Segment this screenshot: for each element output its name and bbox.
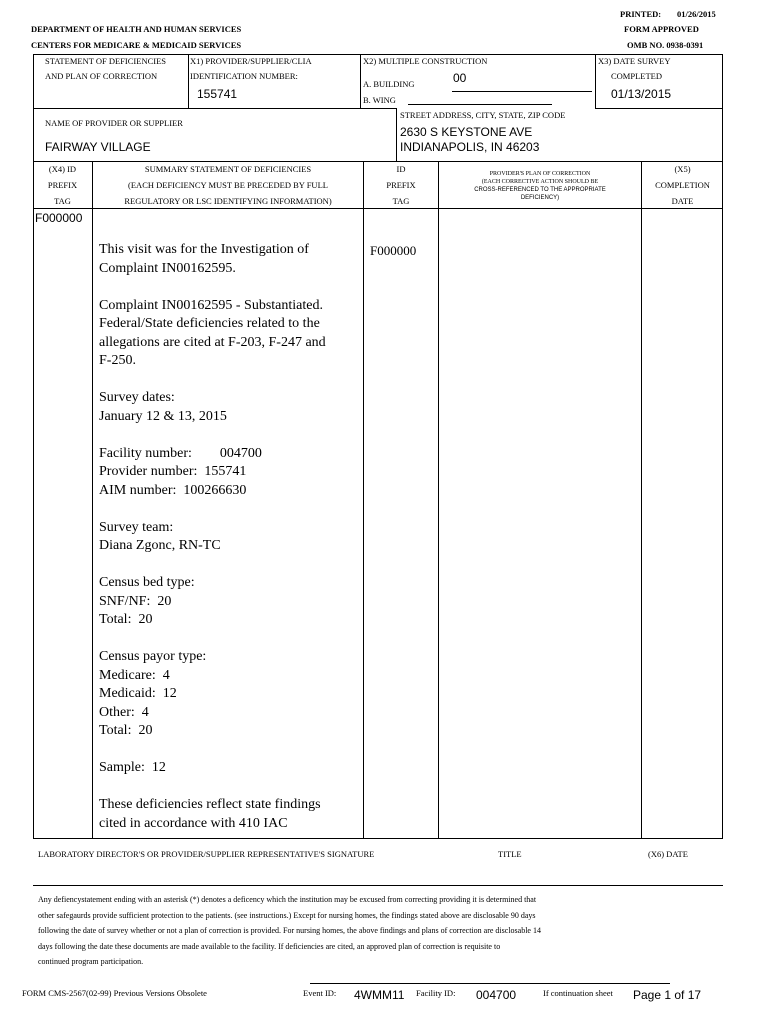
x1-label-2: IDENTIFICATION NUMBER: [190,71,298,81]
event-id-label: Event ID: [303,988,337,998]
provider-name-label: NAME OF PROVIDER OR SUPPLIER [45,118,183,128]
summary-line: Census payor type: [99,649,207,664]
summary-line: Survey team: [99,519,174,535]
signature-date-label: (X6) DATE [648,849,688,859]
summary-line: Complaint IN00162595 - Substantiated. [99,297,323,313]
summary-header-1: SUMMARY STATEMENT OF DEFICIENCIES [144,164,312,174]
x3-label-2: COMPLETED [611,71,662,81]
summary-paragraph [99,759,361,778]
summary-header-3: REGULATORY OR LSC IDENTIFYING INFORMATION) [124,196,332,206]
plan-header-1: PROVIDER'S PLAN OF CORRECTION [489,171,591,177]
summary-paragraph [99,297,361,371]
disclaimer-line: following the date of survey whether or not a plan of correction is provided. For nursing homes, the above findings and plans of correction are disclosable 14 [38,926,541,935]
x4-header-3: TAG [54,196,71,206]
summary-line: Total: 20 [99,723,153,738]
id-header-3: TAG [392,196,410,206]
summary-line: Medicaid: 12 [99,686,177,701]
id-header-2: PREFIX [386,180,416,190]
summary-line: Other: 4 [99,704,149,720]
provider-id-value: 155741 [197,87,238,101]
wing-label: B. WING [363,95,396,105]
summary-line: Medicare: 4 [99,667,170,683]
facility-id-value: 004700 [476,988,517,1002]
summary-paragraph [99,574,361,630]
printed-label: PRINTED: [620,9,662,19]
facility-id-label: Facility ID: [416,988,456,998]
x5-header-1: (X5) [674,164,691,174]
tag-left: F000000 [35,211,83,225]
summary-line: Diana Zgonc, RN-TC [99,538,221,553]
event-id-value: 4WMM11 [354,988,405,1002]
summary-paragraph [99,519,361,556]
survey-completed-date: 01/13/2015 [611,87,672,101]
disclaimer-line: other safegaurds provide sufficient protection to the patients. (see instructions.) Except for nursing homes, the findings stated above are disclosable 90 days [38,910,536,920]
summary-paragraph [99,796,361,833]
x3-label: X3) DATE SURVEY [598,56,671,66]
x4-header-1: (X4) ID [48,164,77,174]
summary-paragraph [99,445,361,501]
x5-header-3: DATE [671,196,694,206]
printed-date: 01/26/2015 [677,9,716,19]
summary-line: Sample: 12 [99,760,166,775]
summary-line: cited in accordance with 410 IAC [99,815,288,831]
statement-label: STATEMENT OF DEFICIENCIES [45,56,167,66]
summary-line: Survey dates: [99,390,175,405]
centers-name: CENTERS FOR MEDICARE & MEDICAID SERVICES [31,40,242,50]
summary-line: This visit was for the Investigation of [99,242,309,257]
summary-line: Facility number: 004700 [99,445,262,461]
address-label: STREET ADDRESS, CITY, STATE, ZIP CODE [400,110,566,120]
page-number: Page 1 of 17 [633,988,702,1002]
summary-statement [99,241,361,852]
summary-line: Provider number: 155741 [99,464,247,479]
summary-header-2: (EACH DEFICIENCY MUST BE PRECEDED BY FULL [128,180,328,190]
plan-header-2: (EACH CORRECTIVE ACTION SHOULD BE [481,179,599,185]
summary-line: AIM number: 100266630 [99,482,247,498]
provider-name-value: FAIRWAY VILLAGE [45,140,151,154]
summary-line: F-250. [99,353,136,368]
id-header-1: ID [396,164,406,174]
address-line-2: INDIANAPOLIS, IN 46203 [400,140,540,154]
x1-label: X1) PROVIDER/SUPPLIER/CLIA [190,56,312,66]
tag-right: F000000 [370,243,417,258]
disclaimer-line: days following the date these documents are made available to the facility. If deficiencies are cited, an approved plan of correction is requisite to [38,941,501,951]
x4-header-2: PREFIX [47,180,78,190]
summary-line: Census bed type: [99,575,195,590]
signature-label: LABORATORY DIRECTOR'S OR PROVIDER/SUPPLIER REPRESENTATIVE'S SIGNATURE [38,849,375,859]
title-label: TITLE [498,849,522,859]
summary-line: Total: 20 [99,612,153,627]
summary-paragraph [99,389,361,426]
x5-header-2: COMPLETION [655,180,710,190]
department-name: DEPARTMENT OF HEALTH AND HUMAN SERVICES [31,24,242,34]
summary-paragraph [99,648,361,741]
continuation-label: If continuation sheet [543,988,613,998]
plan-header-3: CROSS-REFERENCED TO THE APPROPRIATE [474,187,606,193]
form-approved: FORM APPROVED [624,24,699,34]
form-number: FORM CMS-2567(02-99) Previous Versions Obsolete [22,988,207,998]
disclaimer-line: Any defiencystatement ending with an asterisk (*) denotes a deficency which the institution may be excused from correcting providing it is determined that [38,895,537,904]
building-label: A. BUILDING [363,79,415,89]
summary-line: January 12 & 13, 2015 [99,408,227,424]
disclaimer-text [38,892,718,970]
plan-label: AND PLAN OF CORRECTION [45,71,158,81]
summary-line: These deficiencies reflect state findings [99,797,321,812]
plan-header-4: DEFICIENCY) [520,195,560,201]
summary-line: Complaint IN00162595. [99,260,236,276]
summary-line: SNF/NF: 20 [99,593,172,609]
disclaimer-line: continued program participation. [38,957,144,966]
x2-label: X2) MULTIPLE CONSTRUCTION [363,56,488,66]
summary-paragraph [99,241,361,278]
omb-number: OMB NO. 0938-0391 [627,40,704,50]
address-line-1: 2630 S KEYSTONE AVE [400,125,533,139]
summary-line: Federal/State deficiencies related to the [99,316,320,331]
building-value: 00 [453,71,467,85]
summary-line: allegations are cited at F-203, F-247 and [99,334,326,350]
